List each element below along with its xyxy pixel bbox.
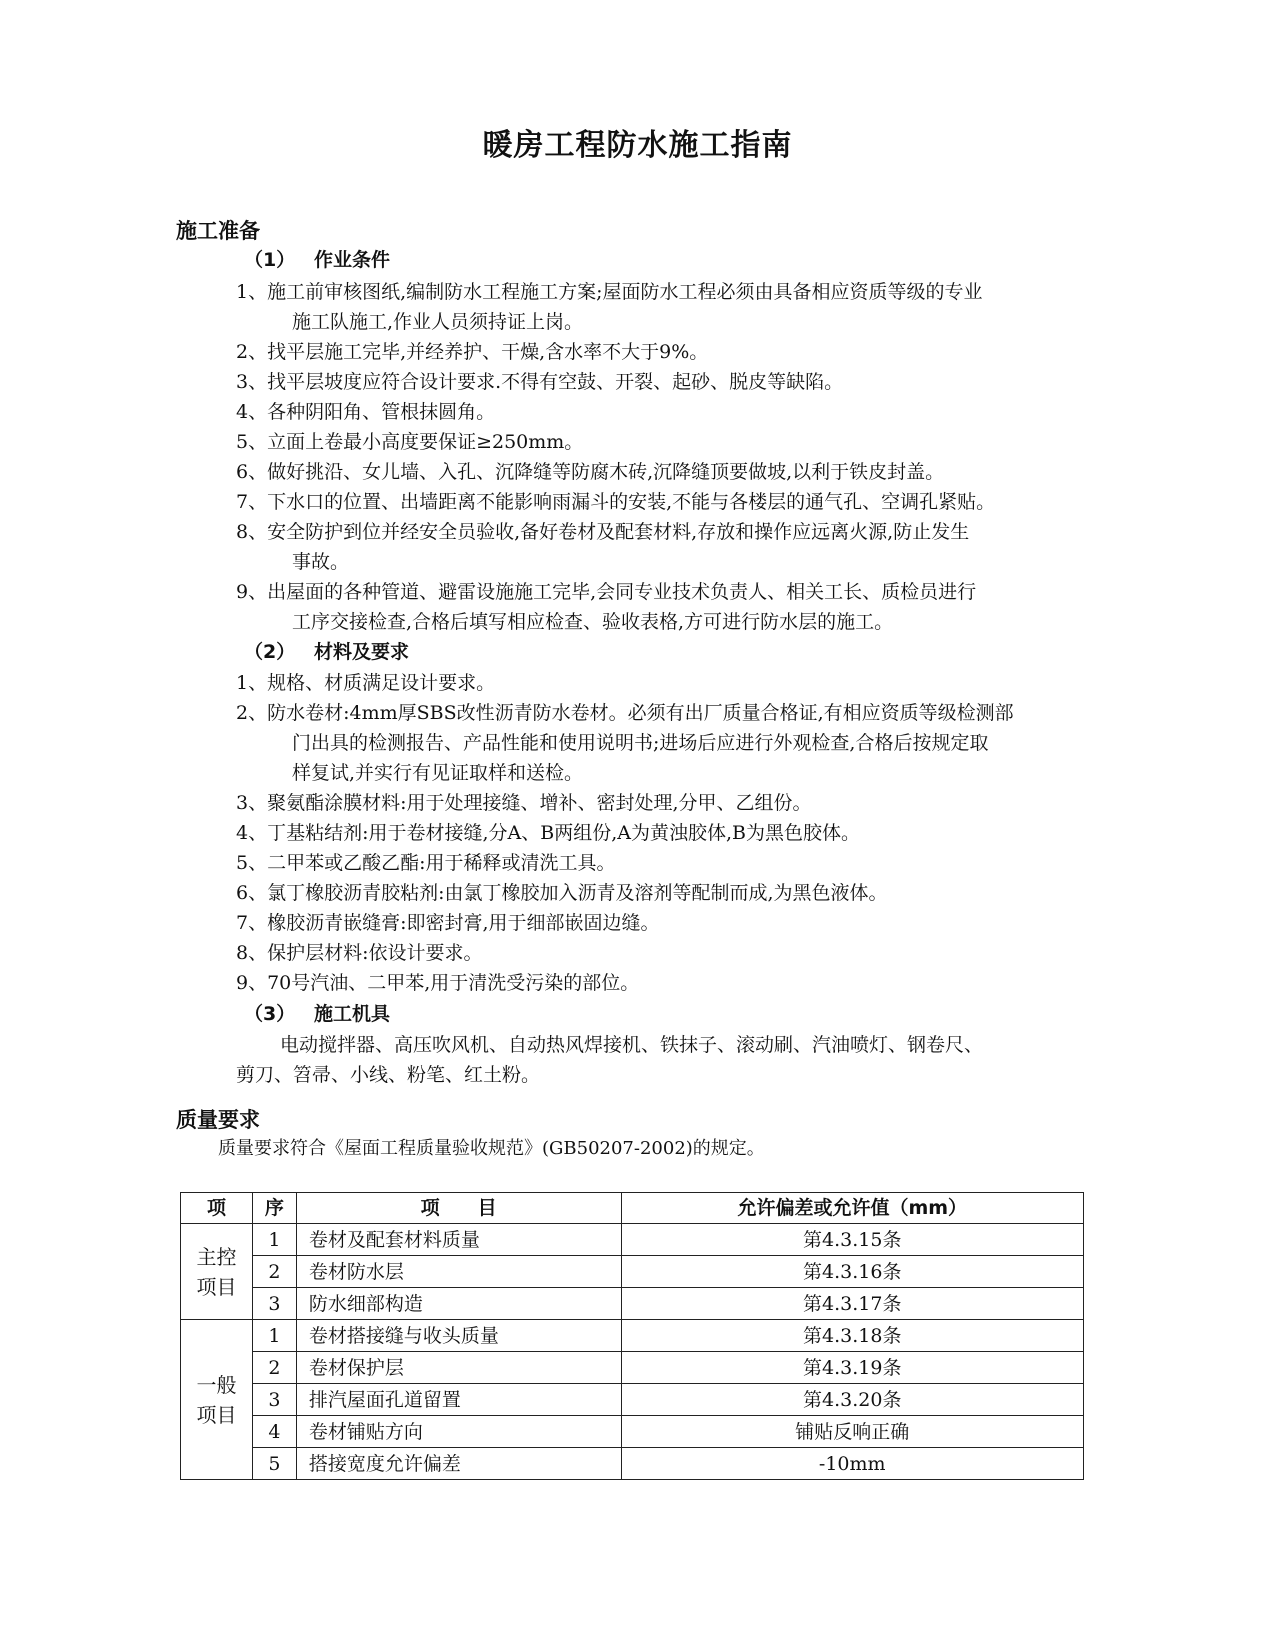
row-value: 铺贴反响正确 — [621, 1416, 1084, 1448]
table-row — [181, 1224, 1084, 1256]
row-item: 卷材保护层 — [296, 1352, 621, 1384]
subheading-materials — [244, 638, 409, 666]
row-item: 卷材防水层 — [296, 1256, 621, 1288]
paragraph-line: 8、安全防护到位并经安全员验收,备好卷材及配套材料,存放和操作应远离火源,防止发生 — [236, 521, 970, 543]
header-number: 序 — [252, 1193, 296, 1224]
header-item: 项 目 — [296, 1193, 621, 1224]
group-main-control — [181, 1224, 253, 1320]
header-tolerance: 允许偏差或允许值（mm） — [621, 1193, 1084, 1224]
group-label-line: 一般 — [196, 1372, 237, 1397]
subheading-text: 材料及要求 — [314, 641, 410, 663]
row-number: 1 — [252, 1320, 296, 1352]
subheading-number: （1） — [244, 249, 296, 271]
subheading-text: 施工机具 — [314, 1003, 391, 1025]
row-value: 第4.3.18条 — [621, 1320, 1084, 1352]
paragraph-line: 5、立面上卷最小高度要保证≥250mm。 — [236, 431, 584, 453]
row-number: 4 — [252, 1416, 296, 1448]
header-category: 项 — [181, 1193, 253, 1224]
table-header-row — [181, 1193, 1084, 1224]
quality-intro: 质量要求符合《屋面工程质量验收规范》(GB50207-2002)的规定。 — [218, 1138, 765, 1159]
row-number: 2 — [252, 1352, 296, 1384]
table-row — [181, 1288, 1084, 1320]
paragraph-line: 9、70号汽油、二甲苯,用于清洗受污染的部位。 — [236, 972, 640, 994]
row-number: 3 — [252, 1384, 296, 1416]
row-value: 第4.3.20条 — [621, 1384, 1084, 1416]
quality-table — [180, 1192, 1084, 1480]
group-label-line: 项目 — [196, 1274, 237, 1299]
row-value: 第4.3.16条 — [621, 1256, 1084, 1288]
group-label-line: 项目 — [196, 1402, 237, 1427]
row-item: 卷材铺贴方向 — [296, 1416, 621, 1448]
paragraph-line: 事故。 — [292, 551, 350, 573]
row-number: 5 — [252, 1448, 296, 1480]
group-label-line: 主控 — [196, 1244, 237, 1269]
row-item: 卷材搭接缝与收头质量 — [296, 1320, 621, 1352]
paragraph-line: 3、找平层坡度应符合设计要求.不得有空鼓、开裂、起砂、脱皮等缺陷。 — [236, 371, 844, 393]
paragraph-line: 5、二甲苯或乙酸乙酯:用于稀释或清洗工具。 — [236, 852, 616, 874]
paragraph-line: 3、聚氨酯涂膜材料:用于处理接缝、增补、密封处理,分甲、乙组份。 — [236, 792, 812, 814]
paragraph-line: 电动搅拌器、高压吹风机、自动热风焊接机、铁抹子、滚动刷、汽油喷灯、钢卷尺、 — [280, 1034, 984, 1056]
subheading-work-conditions — [244, 246, 390, 274]
paragraph-line: 6、氯丁橡胶沥青胶粘剂:由氯丁橡胶加入沥青及溶剂等配制而成,为黑色液体。 — [236, 882, 888, 904]
row-number: 3 — [252, 1288, 296, 1320]
row-item: 卷材及配套材料质量 — [296, 1224, 621, 1256]
row-value: 第4.3.17条 — [621, 1288, 1084, 1320]
paragraph-line: 1、规格、材质满足设计要求。 — [236, 672, 496, 694]
table-row — [181, 1416, 1084, 1448]
row-value: -10mm — [621, 1448, 1084, 1480]
row-number: 2 — [252, 1256, 296, 1288]
paragraph-line: 7、下水口的位置、出墙距离不能影响雨漏斗的安装,不能与各楼层的通气孔、空调孔紧贴。 — [236, 491, 996, 513]
group-general — [181, 1320, 253, 1480]
table-row — [181, 1256, 1084, 1288]
paragraph-line: 7、橡胶沥青嵌缝膏:即密封膏,用于细部嵌固边缝。 — [236, 912, 660, 934]
paragraph-line: 6、做好挑沿、女儿墙、入孔、沉降缝等防腐木砖,沉降缝顶要做坡,以利于铁皮封盖。 — [236, 461, 945, 483]
paragraph-line: 工序交接检查,合格后填写相应检查、验收表格,方可进行防水层的施工。 — [292, 611, 894, 633]
row-item: 排汽屋面孔道留置 — [296, 1384, 621, 1416]
paragraph-line: 2、找平层施工完毕,并经养护、干燥,含水率不大于9%。 — [236, 341, 709, 363]
paragraph-line: 剪刀、笤帚、小线、粉笔、红土粉。 — [236, 1064, 541, 1086]
row-value: 第4.3.19条 — [621, 1352, 1084, 1384]
document-title: 暖房工程防水施工指南 — [482, 128, 793, 163]
table-row — [181, 1384, 1084, 1416]
section-heading-quality: 质量要求 — [176, 1108, 260, 1132]
paragraph-line: 4、各种阴阳角、管根抹圆角。 — [236, 401, 496, 423]
subheading-tools — [244, 1000, 390, 1028]
paragraph-line: 施工队施工,作业人员须持证上岗。 — [292, 311, 584, 333]
row-item: 搭接宽度允许偏差 — [296, 1448, 621, 1480]
row-value: 第4.3.15条 — [621, 1224, 1084, 1256]
table-row — [181, 1320, 1084, 1352]
paragraph-line: 4、丁基粘结剂:用于卷材接缝,分A、B两组份,A为黄浊胶体,B为黑色胶体。 — [236, 822, 860, 844]
subheading-number: （3） — [244, 1003, 296, 1025]
paragraph-line: 1、施工前审核图纸,编制防水工程施工方案;屋面防水工程必须由具备相应资质等级的专业 — [236, 281, 983, 303]
subheading-number: （2） — [244, 641, 296, 663]
row-item: 防水细部构造 — [296, 1288, 621, 1320]
paragraph-line: 8、保护层材料:依设计要求。 — [236, 942, 483, 964]
section-heading-preparation: 施工准备 — [176, 219, 260, 243]
paragraph-line: 门出具的检测报告、产品性能和使用说明书;进场后应进行外观检查,合格后按规定取 — [292, 732, 989, 754]
table-row — [181, 1352, 1084, 1384]
row-number: 1 — [252, 1224, 296, 1256]
paragraph-line: 9、出屋面的各种管道、避雷设施施工完毕,会同专业技术负责人、相关工长、质检员进行 — [236, 581, 977, 603]
paragraph-line: 样复试,并实行有见证取样和送检。 — [292, 762, 584, 784]
subheading-text: 作业条件 — [314, 249, 391, 271]
table-row — [181, 1448, 1084, 1480]
paragraph-line: 2、防水卷材:4mm厚SBS改性沥青防水卷材。必须有出厂质量合格证,有相应资质等级检测部 — [236, 702, 1014, 724]
